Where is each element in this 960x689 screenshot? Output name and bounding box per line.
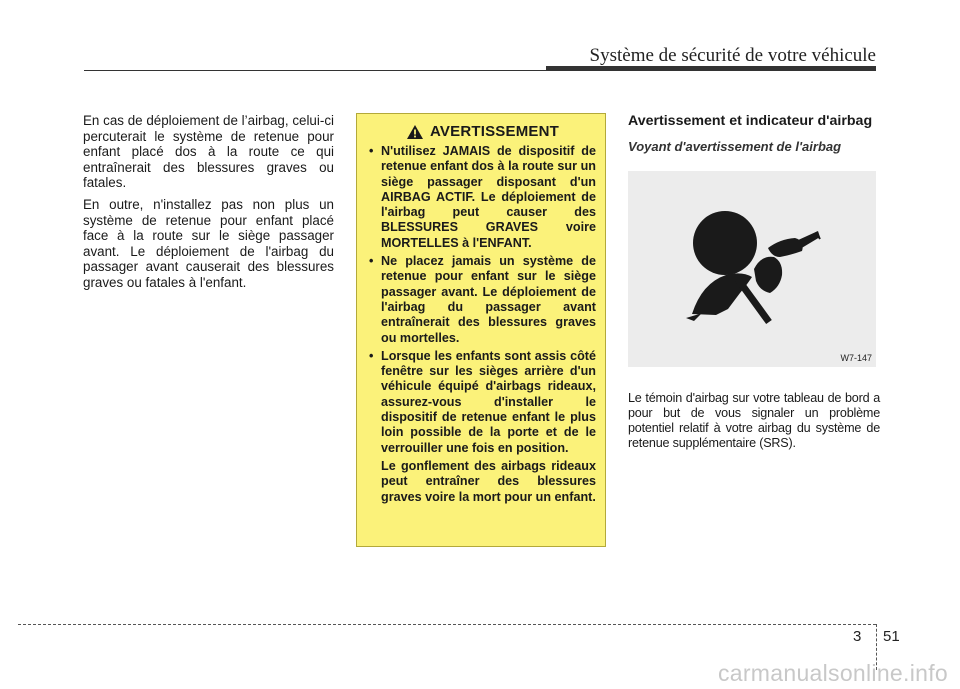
section-subtitle: Voyant d'avertissement de l'airbag [628, 139, 842, 154]
warning-box [356, 113, 606, 547]
warning-item-text: • Lorsque les enfants sont assis côté fenêtre sur les sièges arrière d'un véhicule équipé d'airbags rideaux, assurez-vous d'installer le dispositif de retenue enfant le plus loin possible de la porte et de le verrouiller une fois en position. [381, 348, 596, 455]
warning-header [369, 123, 596, 140]
airbag-warning-icon [628, 171, 876, 367]
warning-item-text: • Ne placez jamais un système de retenue pour enfant sur le siège passager avant. Le déploiement de l'airbag du passager avant entraînerait des blessures graves ou mortelles. [381, 254, 596, 345]
chapter-number: 3 [853, 628, 862, 645]
left-column [83, 113, 334, 297]
warning-title: AVERTISSEMENT [429, 123, 559, 140]
section-title: Avertissement et indicateur d'airbag [628, 113, 873, 129]
warning-item-text: • N'utilisez JAMAIS de dispositif de retenue enfant dos à la route sur un siège passager disposant d'un AIRBAG ACTIF. Le déploiement de l'airbag peut causer des BLESSURES GRAVES voire MORTELLES à l'ENFANT. [381, 144, 596, 250]
header-rule-accent [546, 66, 876, 71]
page-number: 51 [883, 628, 900, 645]
warning-list [369, 144, 596, 505]
warning-item [369, 349, 596, 505]
left-paragraph-1: En cas de déploiement de l’airbag, celui-ci percuterait le système de retenue pour enfant placé dos à la route ce qui entraînerait des blessures graves ou fatales. [83, 113, 334, 191]
header-title: Système de sécurité de votre véhicule [589, 45, 876, 66]
airbag-figure [628, 171, 876, 367]
warning-item [369, 144, 596, 251]
figure-label: W7-147 [840, 353, 872, 363]
warning-continuation: Le gonflement des airbags rideaux peut entraîner des blessures graves voire la mort pour un enfant. [381, 458, 596, 504]
footer-rule [18, 624, 876, 625]
warning-item [369, 254, 596, 346]
right-column [628, 113, 880, 451]
left-paragraph-2: En outre, n'installez pas non plus un système de retenue pour enfant placé face à la route sur le siège passager avant. Le déploiement de l'airbag du passager avant causerait des blessures graves ou fatales à l'enfant. [83, 196, 334, 290]
warning-triangle-icon [406, 124, 424, 140]
watermark: carmanualsonline.info [717, 660, 948, 686]
right-body-text: Le témoin d'airbag sur votre tableau de bord a pour but de vous signaler un problème potentiel relatif à votre airbag du système de retenue supplémentaire (SRS). [628, 390, 880, 451]
